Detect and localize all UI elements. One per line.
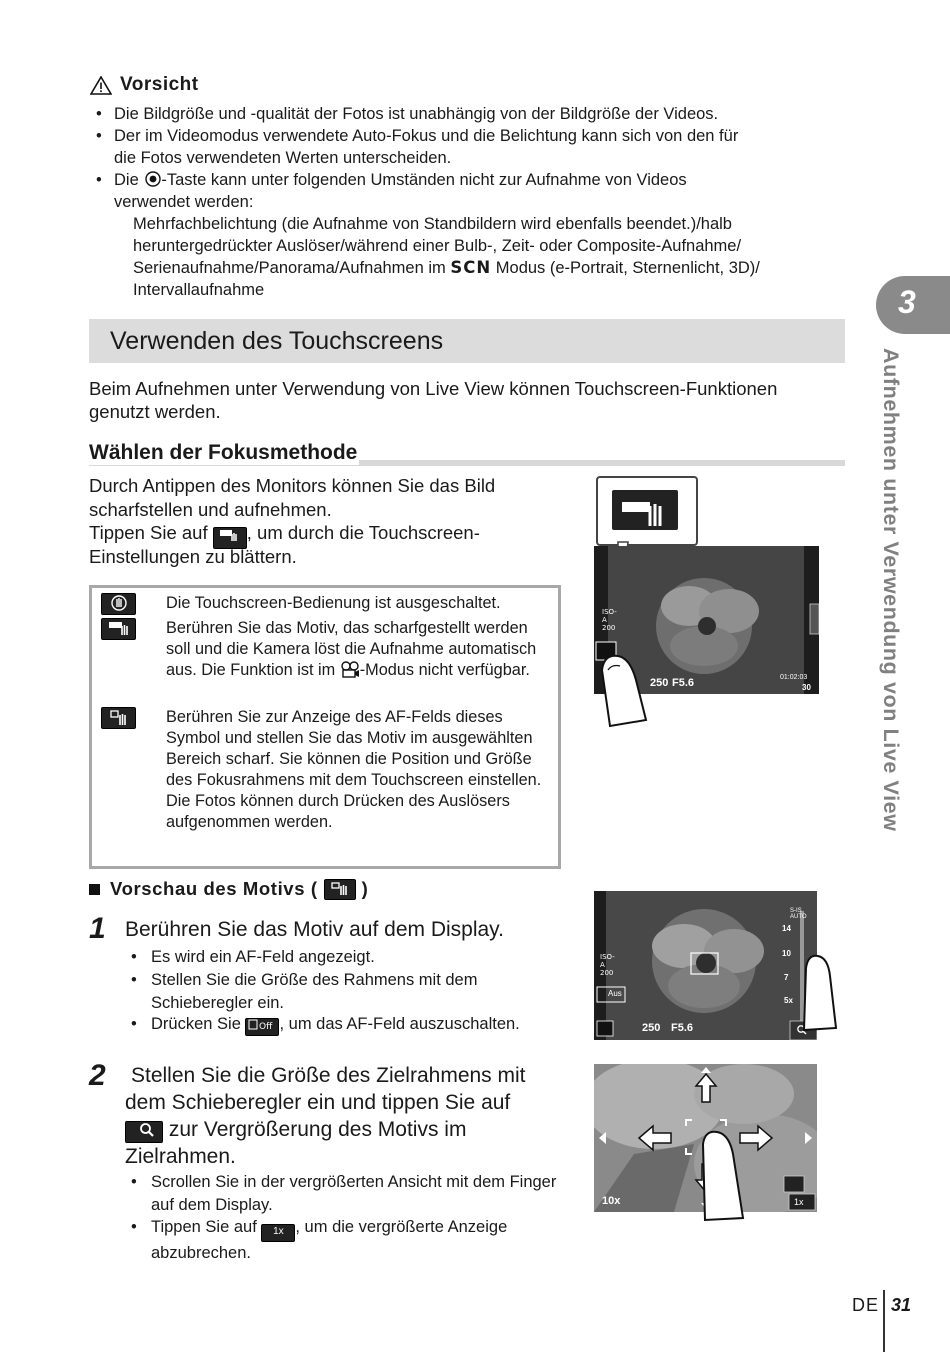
movie-mode-icon (340, 661, 360, 678)
zoom-1x-button[interactable]: 1x (794, 1197, 804, 1207)
aperture-readout-1: F5.6 (672, 677, 695, 689)
touch-off-text: Die Touchscreen-Bedienung ist ausgeschaltet. (166, 594, 501, 612)
finger-icon-3 (695, 1122, 755, 1222)
preview-heading: Vorschau des Motivs ( ) (89, 878, 368, 900)
scale-14: 14 (782, 924, 791, 933)
caution-bullet-2: • Der im Videomodus verwendete Auto-Fokus und die Belichtung kann sich von den für (96, 127, 739, 145)
caution-indent-4: Intervallaufnahme (133, 281, 265, 299)
section-title: Verwenden des Touchscreens (110, 327, 444, 355)
scn-mode-label: SCN (450, 258, 492, 277)
subsection-title: Wählen der Fokusmethode (89, 441, 358, 464)
caution-bullet-3-cont: verwendet werden: (114, 193, 254, 211)
touch-af-icon (101, 707, 136, 729)
step-1-number: 1 (89, 912, 106, 945)
touch-shutter-text: Berühren Sie das Motiv, das scharfgestellt werden soll und die Kamera löst die Aufnahme automatisch aus. Die Funktion ist im -Modus nicht verfügbar. (166, 619, 537, 679)
magnify-icon (125, 1121, 163, 1143)
footer-divider (883, 1290, 885, 1352)
touch-af-icon-inline (324, 879, 356, 900)
scale-7: 7 (784, 973, 789, 982)
touch-off-icon (101, 593, 136, 615)
step-1-bullet-3: • Drücken Sie Off , um das AF-Feld auszuschalten. (151, 1013, 520, 1036)
af-off-icon (245, 1018, 279, 1036)
step-2-text: Stellen Sie die Größe des Zielrahmens mit dem Schieberegler ein und tippen Sie auf zur Vergrößerung des Motivs im Zielrahmen. (125, 1064, 526, 1168)
focus-paragraph-2: Tippen Sie auf , um durch die Touchscreen- (89, 521, 559, 549)
scale-10: 10 (782, 949, 791, 958)
step-2-bullet-2: • Tippen Sie auf 1x , um die vergrößerte Anzeige abzubrechen. (131, 1218, 508, 1262)
footer-language: DE (852, 1295, 880, 1315)
zoom-1x-icon: 1x (261, 1224, 295, 1242)
finger-icon (590, 640, 670, 730)
step-2-bullet-1: • Scrollen Sie in der vergrößerten Ansicht mit dem Finger auf dem Display. (131, 1173, 557, 1214)
record-button-icon (145, 171, 161, 187)
step-1-bullet-1: • Es wird ein AF-Feld angezeigt. (131, 948, 375, 966)
iso-readout-2: ISO-A 200 (600, 953, 615, 977)
shutter-readout-2: 250 (642, 1022, 661, 1034)
step-1-text: Berühren Sie das Motiv auf dem Display. (125, 918, 504, 941)
frames-remaining-1: 30 (802, 683, 811, 692)
focus-paragraph-1: Durch Antippen des Monitors können Sie das Bild scharfstellen und aufnehmen. (89, 475, 496, 520)
aperture-readout-2: F5.6 (671, 1022, 694, 1034)
chapter-number: 3 (898, 284, 916, 320)
record-time-1: 01:02:03 (780, 674, 808, 681)
caution-indent-1: Mehrfachbelichtung (die Aufnahme von Standbildern wird ebenfalls beendet.)/halb (133, 215, 732, 233)
touch-af-text: Berühren Sie zur Anzeige des AF-Felds dieses Symbol und stellen Sie das Motiv im ausgewählten Bereich scharf. Sie können die Position und Größe des Fokusrahmens mit dem Touchscreen einstellen. Die Fotos können durch Drücken des Auslösers aufgenommen werden. (166, 708, 542, 831)
caution-bullet-3: • Die -Taste kann unter folgenden Umständen nicht zur Aufnahme von Videos (96, 171, 687, 189)
iso-readout-1: ISO-A 200 (602, 608, 617, 632)
chapter-title: Aufnehmen unter Verwendung von Live View (879, 348, 903, 832)
live-view-screen-2 (594, 891, 817, 1040)
caution-bullet-2-cont: die Fotos verwendeten Werten unterscheiden. (114, 149, 452, 167)
caution-heading: Vorsicht (90, 74, 199, 96)
svg-text:Off: Off (259, 1022, 273, 1031)
warning-icon (90, 76, 112, 95)
zoom-level-readout: 10x (602, 1195, 621, 1207)
square-bullet-icon (89, 884, 100, 895)
mode-readout-2: S-IS AUTO (790, 908, 807, 920)
focus-paragraph-3: Einstellungen zu blättern. (89, 546, 297, 567)
caution-indent-3: Serienaufnahme/Panorama/Aufnahmen im SCN Modus (e-Portrait, Sternenlicht, 3D)/ (133, 258, 760, 277)
page-number: 31 (891, 1295, 912, 1315)
callout-bubble (596, 476, 698, 546)
shutter-readout-1: 250 (650, 677, 669, 689)
scale-5x: 5x (784, 996, 793, 1005)
touch-shutter-icon-large (612, 490, 678, 530)
step-2-number: 2 (89, 1059, 106, 1092)
caution-bullet-1: • Die Bildgröße und -qualität der Fotos ist unabhängig von der Bildgröße der Videos. (96, 105, 719, 123)
step-1-bullet-2: • Stellen Sie die Größe des Rahmens mit dem Schieberegler ein. (131, 971, 478, 1012)
caution-indent-2: heruntergedrückter Auslöser/während einer Bulb-, Zeit- oder Composite-Aufnahme/ (133, 237, 742, 255)
finger-icon-2 (800, 948, 840, 1033)
section-intro: Beim Aufnehmen unter Verwendung von Live View können Touchscreen-Funktionen genutzt werden. (89, 378, 778, 422)
touch-shutter-icon (101, 618, 136, 640)
af-off-label: Aus (608, 989, 622, 998)
